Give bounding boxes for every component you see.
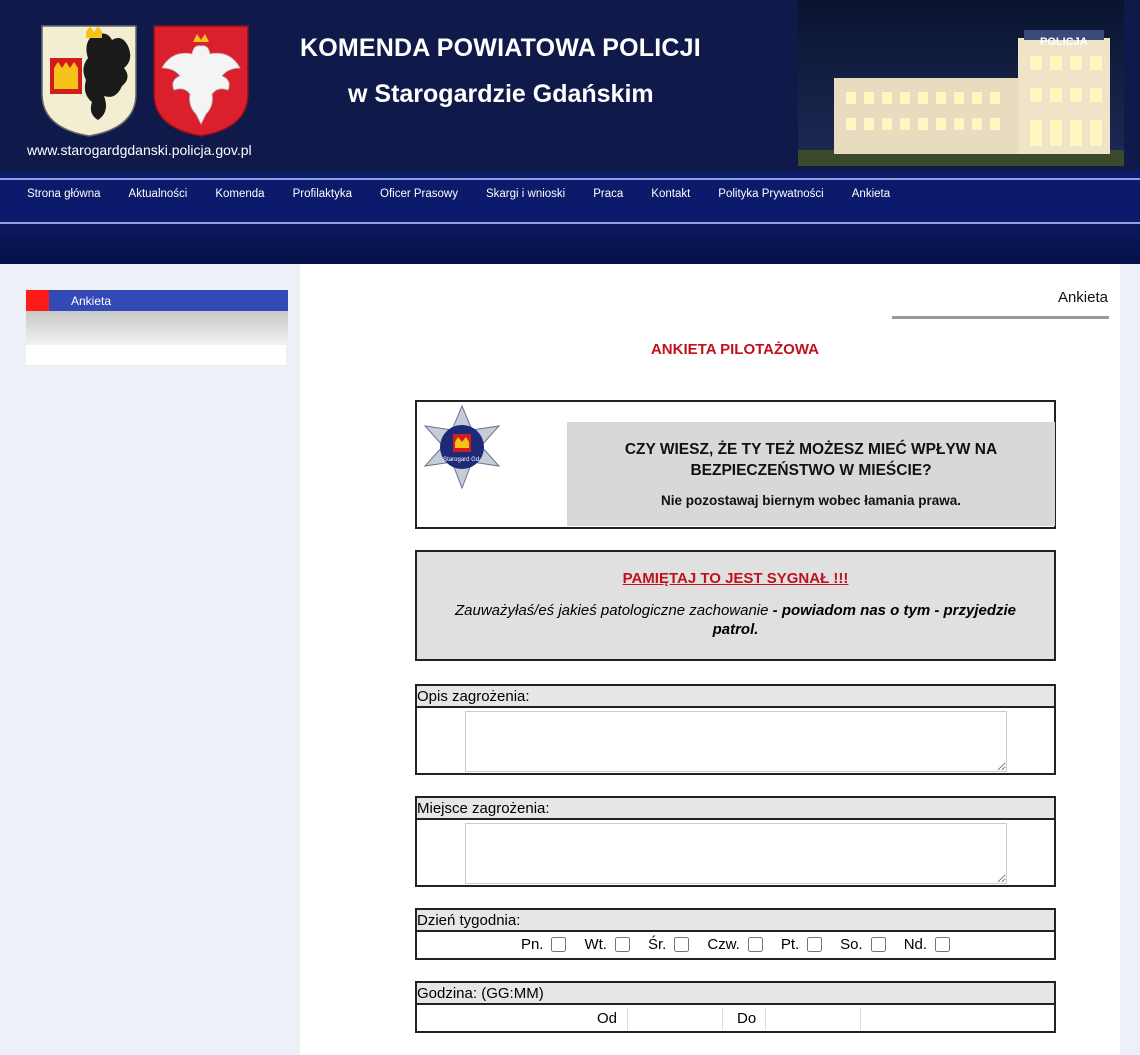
- day-label: Śr.: [647, 936, 667, 953]
- intro-message: [567, 422, 1055, 526]
- intro-question: CZY WIESZ, ŻE TY TEŻ MOŻESZ MIEĆ WPŁYW NA BEZPIECZEŃSTWO W MIEŚCIE?: [624, 441, 998, 479]
- nav-menu: [27, 188, 918, 200]
- signal-box: [415, 550, 1056, 661]
- time-range: [417, 1007, 1054, 1031]
- sidebar-item-label: Ankieta: [71, 294, 112, 308]
- signal-text-normal: Zauważyłaś/eś jakieś patologiczne zachowanie: [454, 602, 773, 619]
- day-option-sat[interactable]: [840, 936, 886, 953]
- day-option-sun[interactable]: [904, 936, 950, 953]
- sidebar: [25, 289, 287, 366]
- polish-eagle-coat-of-arms-icon: [152, 24, 250, 138]
- time-to-input[interactable]: [765, 1008, 861, 1030]
- page-title: ANKIETA PILOTAŻOWA: [650, 341, 820, 358]
- nav-item-contact[interactable]: Kontakt: [651, 188, 691, 200]
- nav-item-home[interactable]: Strona główna: [27, 188, 101, 200]
- header-subtitle: w Starogardzie Gdańskim: [348, 80, 654, 108]
- nav-item-jobs[interactable]: Praca: [593, 188, 624, 200]
- photo-sign: POLICJA: [1040, 36, 1088, 48]
- day-option-mon[interactable]: [521, 936, 567, 953]
- site-url[interactable]: www.starogardgdanski.policja.gov.pl: [27, 142, 252, 158]
- day-label: So.: [840, 936, 863, 953]
- time-to-label: Do: [737, 1010, 757, 1027]
- signal-title: PAMIĘTAJ TO JEST SYGNAŁ !!!: [622, 570, 849, 587]
- weekday-label: Dzień tygodnia:: [417, 910, 1054, 932]
- time-from-input[interactable]: [627, 1008, 723, 1030]
- day-checkbox-sat[interactable]: [871, 937, 886, 952]
- police-headquarters-photo: [798, 0, 1124, 166]
- city-coat-of-arms-icon: [40, 24, 138, 138]
- main-navigation: [0, 172, 1140, 264]
- day-label: Wt.: [584, 936, 607, 953]
- nav-item-news[interactable]: Aktualności: [128, 188, 188, 200]
- breadcrumb: Ankieta: [1057, 289, 1108, 306]
- time-label: Godzina: (GG:MM): [417, 983, 1054, 1005]
- nav-subbar: [0, 224, 1140, 264]
- day-checkbox-mon[interactable]: [551, 937, 566, 952]
- signal-text: [435, 601, 1036, 639]
- weekday-section: [415, 908, 1056, 960]
- threat-location-section: [415, 796, 1056, 887]
- police-star-badge-icon: [419, 404, 505, 490]
- nav-item-complaints[interactable]: Skargi i wnioski: [485, 188, 566, 200]
- day-checkbox-wed[interactable]: [674, 937, 689, 952]
- time-section: [415, 981, 1056, 1033]
- day-checkbox-tue[interactable]: [615, 937, 630, 952]
- sidebar-gradient: [26, 311, 288, 345]
- nav-item-prevention[interactable]: Profilaktyka: [292, 188, 353, 200]
- badge-text: Starogard Gd.: [443, 457, 481, 463]
- threat-description-label: Opis zagrożenia:: [417, 686, 1054, 708]
- day-label: Pt.: [780, 936, 800, 953]
- threat-description-textarea[interactable]: [465, 711, 1007, 772]
- site-header: [0, 0, 1140, 172]
- day-label: Pn.: [520, 936, 544, 953]
- threat-location-textarea[interactable]: [465, 823, 1007, 884]
- intro-subtitle: Nie pozostawaj biernym wobec łamania prawa.: [660, 493, 962, 508]
- nav-item-survey[interactable]: Ankieta: [851, 188, 891, 200]
- sidebar-item-survey[interactable]: [26, 290, 288, 311]
- day-option-thu[interactable]: [707, 936, 763, 953]
- day-option-wed[interactable]: [648, 936, 689, 953]
- nav-item-press-officer[interactable]: Oficer Prasowy: [380, 188, 458, 200]
- breadcrumb-underline: [892, 316, 1109, 319]
- day-label: Nd.: [903, 936, 928, 953]
- day-option-fri[interactable]: [781, 936, 822, 953]
- intro-box: [415, 400, 1056, 529]
- threat-location-label: Miejsce zagrożenia:: [417, 798, 1054, 820]
- threat-description-section: [415, 684, 1056, 775]
- day-checkbox-thu[interactable]: [748, 937, 763, 952]
- day-option-tue[interactable]: [584, 936, 630, 953]
- day-checkbox-fri[interactable]: [807, 937, 822, 952]
- weekday-options: [417, 936, 1054, 953]
- day-checkbox-sun[interactable]: [935, 937, 950, 952]
- nav-divider-top: [0, 178, 1140, 180]
- nav-item-headquarters[interactable]: Komenda: [215, 188, 265, 200]
- day-label: Czw.: [707, 936, 740, 953]
- time-from-label: Od: [597, 1010, 618, 1027]
- header-title: KOMENDA POWIATOWA POLICJI: [300, 34, 701, 62]
- nav-item-privacy[interactable]: Polityka Prywatności: [718, 188, 824, 200]
- sidebar-marker: [26, 290, 49, 311]
- signal-text-bold: - powiadom nas o tym - przyjedzie patrol.: [712, 602, 1017, 638]
- main-content: [300, 264, 1120, 1055]
